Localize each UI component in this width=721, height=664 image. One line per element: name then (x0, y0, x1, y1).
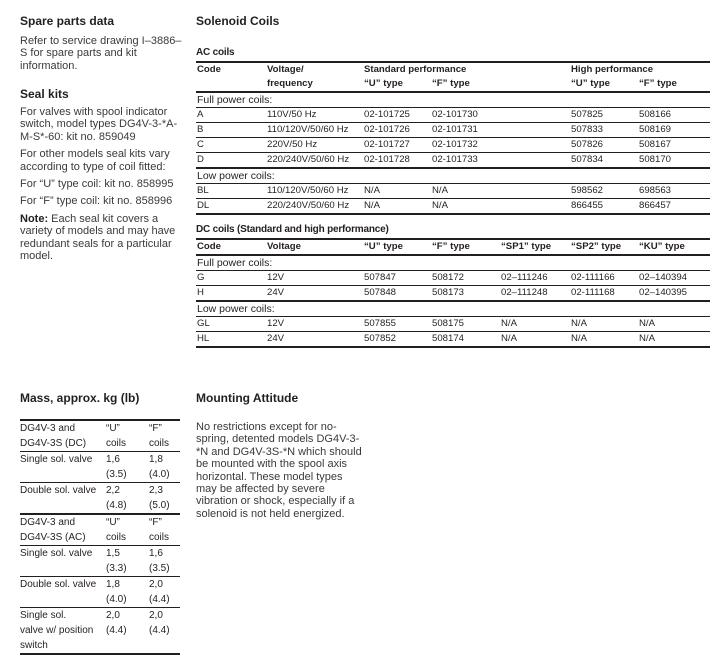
table-cell: 12V (267, 272, 285, 283)
mass-row (20, 608, 180, 624)
table-cell: A (197, 109, 204, 120)
header-cell: “KU” type (639, 241, 685, 252)
mass-header-row (20, 530, 180, 546)
table-cell: 02-101727 (364, 139, 410, 150)
table-cell: C (197, 139, 204, 150)
mass-row (20, 546, 180, 562)
solenoid-heading: Solenoid Coils (196, 14, 280, 28)
dc-coils-title: DC coils (Standard and high performance) (196, 224, 389, 235)
mass-cell: switch (20, 640, 48, 651)
mass-cell: (4.4) (106, 625, 127, 636)
mass-row (20, 592, 180, 608)
table-cell: 507847 (364, 272, 397, 283)
mass-header-cell: DG4V-3S (DC) (20, 438, 87, 449)
table-cell: 508172 (432, 272, 465, 283)
mass-header-row (20, 514, 180, 530)
mass-cell (20, 561, 106, 577)
mass-cell: (3.3) (106, 563, 127, 574)
table-cell: N/A (501, 333, 517, 344)
mass-cell: (3.5) (149, 563, 170, 574)
table-cell: 507825 (571, 109, 604, 120)
header-standard-performance: Standard performance (364, 64, 467, 75)
header-cell: Code (197, 241, 221, 252)
table-row (196, 184, 710, 199)
ac-header-row-1 (196, 62, 710, 77)
section-label: Low power coils: (197, 303, 275, 315)
mounting-heading: Mounting Attitude (196, 391, 299, 405)
dc-header-row (196, 239, 710, 255)
note-label: Note: (20, 212, 49, 225)
table-cell: 220/240V/50/60 Hz (267, 154, 350, 165)
mass-cell: 2,0 (149, 610, 163, 621)
section-label: Full power coils: (197, 94, 273, 106)
table-cell: 02-101726 (364, 124, 410, 135)
table-cell: N/A (432, 185, 448, 196)
table-cell: 110/120V/50/60 Hz (267, 124, 349, 135)
mass-row (20, 498, 180, 514)
header-cell: “U” type (364, 241, 403, 252)
table-cell: 598562 (571, 185, 604, 196)
header-cell: “F” type (432, 78, 470, 89)
header-cell: “F” type (432, 241, 470, 252)
mass-cell: 2,3 (149, 485, 163, 496)
table-cell: N/A (364, 185, 380, 196)
table-cell: 508173 (432, 287, 465, 298)
mass-cell: 1,5 (106, 548, 120, 559)
table-cell: 508175 (432, 318, 465, 329)
table-cell: 02-101728 (364, 154, 410, 165)
mass-header-cell: “F” (149, 423, 162, 434)
table-cell: N/A (639, 333, 655, 344)
table-cell: 507834 (571, 154, 604, 165)
table-cell: 507826 (571, 139, 604, 150)
mass-cell (149, 638, 180, 654)
table-cell: N/A (639, 318, 655, 329)
header-high-performance: High performance (571, 64, 654, 75)
table-cell: D (197, 154, 204, 165)
ac-coils-table (196, 61, 710, 215)
header-cell: Voltage (267, 241, 301, 252)
mass-cell: (3.5) (106, 469, 127, 480)
table-cell: N/A (364, 200, 380, 211)
mass-row (20, 452, 180, 468)
header-voltage: Voltage/ (267, 64, 304, 75)
table-cell: H (197, 287, 204, 298)
mass-cell: (4.4) (149, 594, 170, 605)
table-row (196, 286, 710, 302)
mass-cell: Single sol. (20, 610, 67, 621)
table-cell: 02-101732 (432, 139, 478, 150)
mass-heading: Mass, approx. kg (lb) (20, 391, 140, 405)
table-cell: 02-111168 (571, 287, 615, 298)
table-row (196, 138, 710, 153)
mass-cell (20, 467, 106, 483)
section-label: Low power coils: (197, 170, 275, 182)
table-cell: N/A (432, 200, 448, 211)
table-cell: 507833 (571, 124, 604, 135)
table-cell: HL (197, 333, 210, 344)
mass-row (20, 561, 180, 577)
table-cell: 507852 (364, 333, 397, 344)
mass-cell: (5.0) (149, 500, 170, 511)
mass-row (20, 577, 180, 593)
mass-cell: 2,2 (106, 485, 120, 496)
mass-cell (20, 592, 106, 608)
table-cell: BL (197, 185, 209, 196)
table-cell: 02-111166 (571, 272, 615, 283)
seal-kits-note (20, 213, 185, 263)
table-row (196, 199, 710, 215)
table-cell: N/A (571, 333, 587, 344)
section-row (196, 168, 710, 184)
section-label: Full power coils: (197, 257, 273, 269)
mass-table (20, 419, 180, 655)
dc-coils-table (196, 238, 710, 348)
table-cell: 508174 (432, 333, 465, 344)
table-row (196, 317, 710, 332)
mass-header-cell: DG4V-3S (AC) (20, 532, 86, 543)
header-code: Code (197, 64, 221, 75)
table-cell: G (197, 272, 205, 283)
note-text: Each seal kit covers a variety of models and may have redundant seals for a particular model. (20, 212, 176, 263)
spare-parts-text: Refer to service drawing I–3886–S for spare parts and kit information. (20, 35, 182, 72)
mass-cell (106, 638, 149, 654)
seal-kits-heading: Seal kits (20, 87, 69, 101)
table-cell: B (197, 124, 204, 135)
mass-header-cell: “F” (149, 517, 162, 528)
header-cell: frequency (267, 78, 313, 89)
table-cell: 507848 (364, 287, 397, 298)
table-cell: 220V/50 Hz (267, 139, 318, 150)
table-cell: 508167 (639, 139, 672, 150)
mass-row (20, 623, 180, 638)
mass-header-cell: coils (106, 438, 127, 449)
table-cell: N/A (501, 318, 517, 329)
header-cell: “U” type (571, 78, 610, 89)
seal-kits-p1: For valves with spool indicator switch, model types DG4V-3-*A-M-S*-60: kit no. 859049 (20, 106, 178, 143)
table-row (196, 153, 710, 169)
ac-coils-title: AC coils (196, 47, 235, 58)
mass-cell: Single sol. valve (20, 548, 93, 559)
table-row (196, 123, 710, 138)
mass-cell: (4.8) (106, 500, 127, 511)
table-cell: 110V/50 Hz (267, 109, 317, 120)
mass-cell (20, 498, 106, 514)
mass-header-row (20, 420, 180, 436)
mass-cell: Double sol. valve (20, 579, 97, 590)
section-row (196, 255, 710, 271)
header-cell: “U” type (364, 78, 403, 89)
table-cell: 866455 (571, 200, 604, 211)
table-cell: 508169 (639, 124, 672, 135)
table-cell: 866457 (639, 200, 672, 211)
seal-kits-p3: For “U” type coil: kit no. 858995 (20, 178, 174, 191)
header-cell: “SP2” type (571, 241, 622, 252)
table-cell: 110/120V/50/60 Hz (267, 185, 349, 196)
mass-header-cell: coils (106, 532, 127, 543)
table-cell: 02-101733 (432, 154, 478, 165)
mass-cell: Single sol. valve (20, 454, 93, 465)
seal-kits-p2: For other models seal kits vary according to type of coil fitted: (20, 148, 170, 173)
mass-cell: 1,8 (149, 454, 163, 465)
header-cell: “SP1” type (501, 241, 552, 252)
mass-header-cell: “U” (106, 423, 120, 434)
table-cell: N/A (571, 318, 587, 329)
table-cell: 698563 (639, 185, 672, 196)
mass-header-cell: DG4V-3 and (20, 423, 76, 434)
table-cell: 24V (267, 287, 285, 298)
ac-header-row-2 (196, 77, 710, 92)
mounting-text: No restrictions except for no-spring, detented models DG4V-3-*N and DG4V-3S-*N which should be mounted with the spool axis horizontal. These model types may be affected by severe vibration or shock, especially if a solenoid is not held energized. (196, 421, 362, 520)
mass-row (20, 483, 180, 499)
mass-cell: valve w/ position (20, 625, 94, 636)
table-cell: 02-101731 (432, 124, 478, 135)
mass-cell: 1,6 (149, 548, 163, 559)
seal-kits-body (20, 106, 185, 267)
mass-cell: Double sol. valve (20, 485, 97, 496)
table-cell: 02–140394 (639, 272, 688, 283)
table-cell: GL (197, 318, 210, 329)
table-cell: 507855 (364, 318, 397, 329)
section-row (196, 92, 710, 108)
mass-header-cell: coils (149, 438, 170, 449)
mass-cell: 1,8 (106, 579, 120, 590)
table-row (196, 271, 710, 286)
mass-cell: 2,0 (149, 579, 163, 590)
mass-cell: 1,6 (106, 454, 120, 465)
table-row (196, 332, 710, 348)
mass-cell: (4.0) (149, 469, 170, 480)
mass-header-cell: DG4V-3 and (20, 517, 76, 528)
header-cell: “F” type (639, 78, 677, 89)
table-cell: 508166 (639, 109, 672, 120)
seal-kits-p4: For “F” type coil: kit no. 858996 (20, 195, 173, 208)
table-cell: 02–111248 (501, 287, 548, 298)
table-cell: 02–140395 (639, 287, 688, 298)
table-cell: 02–111246 (501, 272, 548, 283)
table-cell: 02-101725 (364, 109, 410, 120)
table-cell: DL (197, 200, 210, 211)
mass-header-cell: “U” (106, 517, 120, 528)
mass-row (20, 467, 180, 483)
mass-header-row (20, 436, 180, 452)
mass-header-cell: coils (149, 532, 170, 543)
table-row (196, 108, 710, 123)
mass-cell: (4.4) (149, 625, 170, 636)
mass-cell: (4.0) (106, 594, 127, 605)
table-cell: 02-101730 (432, 109, 478, 120)
table-cell: 12V (267, 318, 285, 329)
table-cell: 24V (267, 333, 285, 344)
table-cell: 508170 (639, 154, 672, 165)
section-row (196, 301, 710, 317)
header-cell (196, 77, 266, 92)
table-cell: 220/240V/50/60 Hz (267, 200, 350, 211)
spare-parts-heading: Spare parts data (20, 14, 115, 28)
mass-cell: 2,0 (106, 610, 120, 621)
mass-row (20, 638, 180, 654)
